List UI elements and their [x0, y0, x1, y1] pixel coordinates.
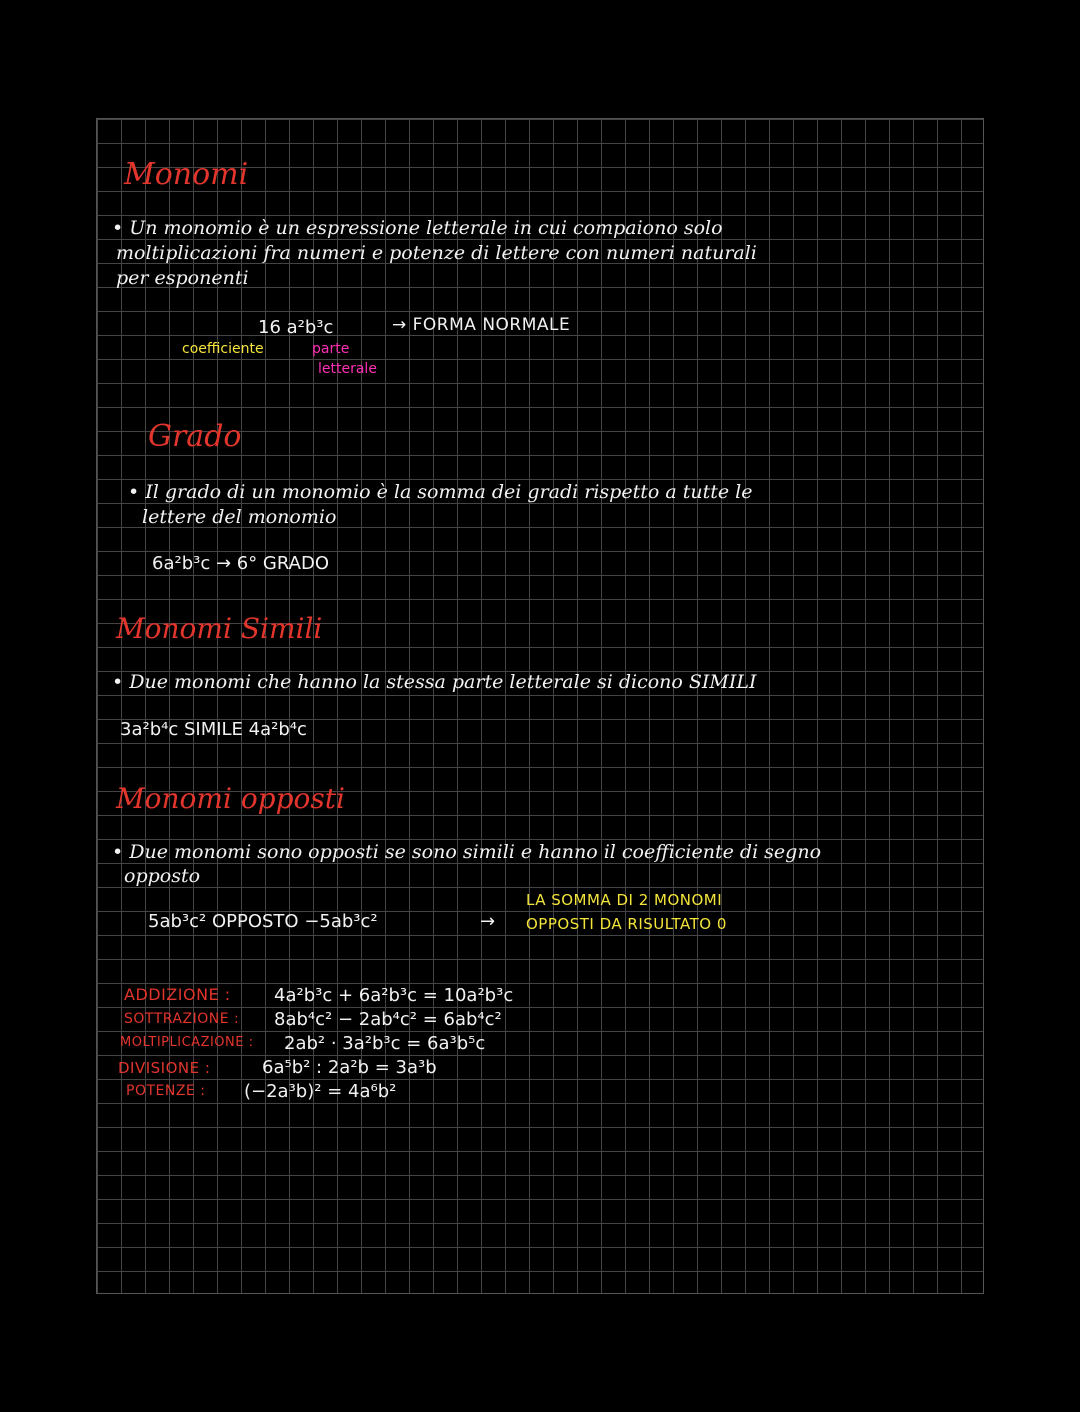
monomi-example: 16 a²b³c — [258, 317, 334, 338]
op-expr-addizione: 4a²b³c + 6a²b³c = 10a²b³c — [274, 985, 514, 1006]
monomi-definition-line-1: • Un monomio è un espressione letterale in cui compaiono solo — [112, 217, 723, 239]
op-expr-potenze: (−2a³b)² = 4a⁶b² — [244, 1081, 397, 1102]
monomi-definition-line-3: per esponenti — [116, 267, 249, 289]
simili-example: 3a²b⁴c SIMILE 4a²b⁴c — [120, 719, 307, 740]
op-label-moltiplicazione: MOLTIPLICAZIONE : — [120, 1035, 254, 1050]
coefficiente-label: coefficiente — [182, 341, 264, 357]
opposti-example: 5ab³c² OPPOSTO −5ab³c² — [148, 911, 378, 932]
op-expr-moltiplicazione: 2ab² · 3a²b³c = 6a³b⁵c — [284, 1033, 486, 1054]
title-monomi: Monomi — [124, 157, 249, 192]
opposti-definition-line-1: • Due monomi sono opposti se sono simili e hanno il coefficiente di segno — [112, 841, 822, 863]
op-label-potenze: POTENZE : — [126, 1083, 206, 1099]
opposti-note-line-1: LA SOMMA DI 2 MONOMI — [526, 891, 723, 909]
title-grado: Grado — [148, 419, 242, 454]
op-label-addizione: ADDIZIONE : — [124, 985, 231, 1004]
grid-paper — [96, 118, 984, 1294]
arrow-icon: → — [480, 911, 496, 932]
parte-label: parte — [312, 341, 350, 357]
monomi-definition-line-2: moltiplicazioni fra numeri e potenze di lettere con numeri naturali — [116, 242, 757, 264]
op-expr-divisione: 6a⁵b² : 2a²b = 3a³b — [262, 1057, 437, 1078]
simili-definition: • Due monomi che hanno la stessa parte letterale si dicono SIMILI — [112, 671, 757, 693]
title-monomi-opposti: Monomi opposti — [116, 782, 345, 815]
op-label-sottrazione: SOTTRAZIONE : — [124, 1011, 240, 1027]
opposti-note-line-2: OPPOSTI DA RISULTATO 0 — [526, 915, 727, 933]
op-expr-sottrazione: 8ab⁴c² − 2ab⁴c² = 6ab⁴c² — [274, 1009, 502, 1030]
grado-definition-line-1: • Il grado di un monomio è la somma dei gradi rispetto a tutte le — [128, 481, 753, 503]
opposti-definition-line-2: opposto — [124, 865, 201, 887]
op-label-divisione: DIVISIONE : — [118, 1059, 211, 1077]
forma-normale-label: → FORMA NORMALE — [392, 315, 571, 335]
title-monomi-simili: Monomi Simili — [116, 612, 323, 645]
grado-example: 6a²b³c → 6° GRADO — [152, 553, 330, 574]
letterale-label: letterale — [318, 361, 377, 377]
grado-definition-line-2: lettere del monomio — [142, 506, 337, 528]
